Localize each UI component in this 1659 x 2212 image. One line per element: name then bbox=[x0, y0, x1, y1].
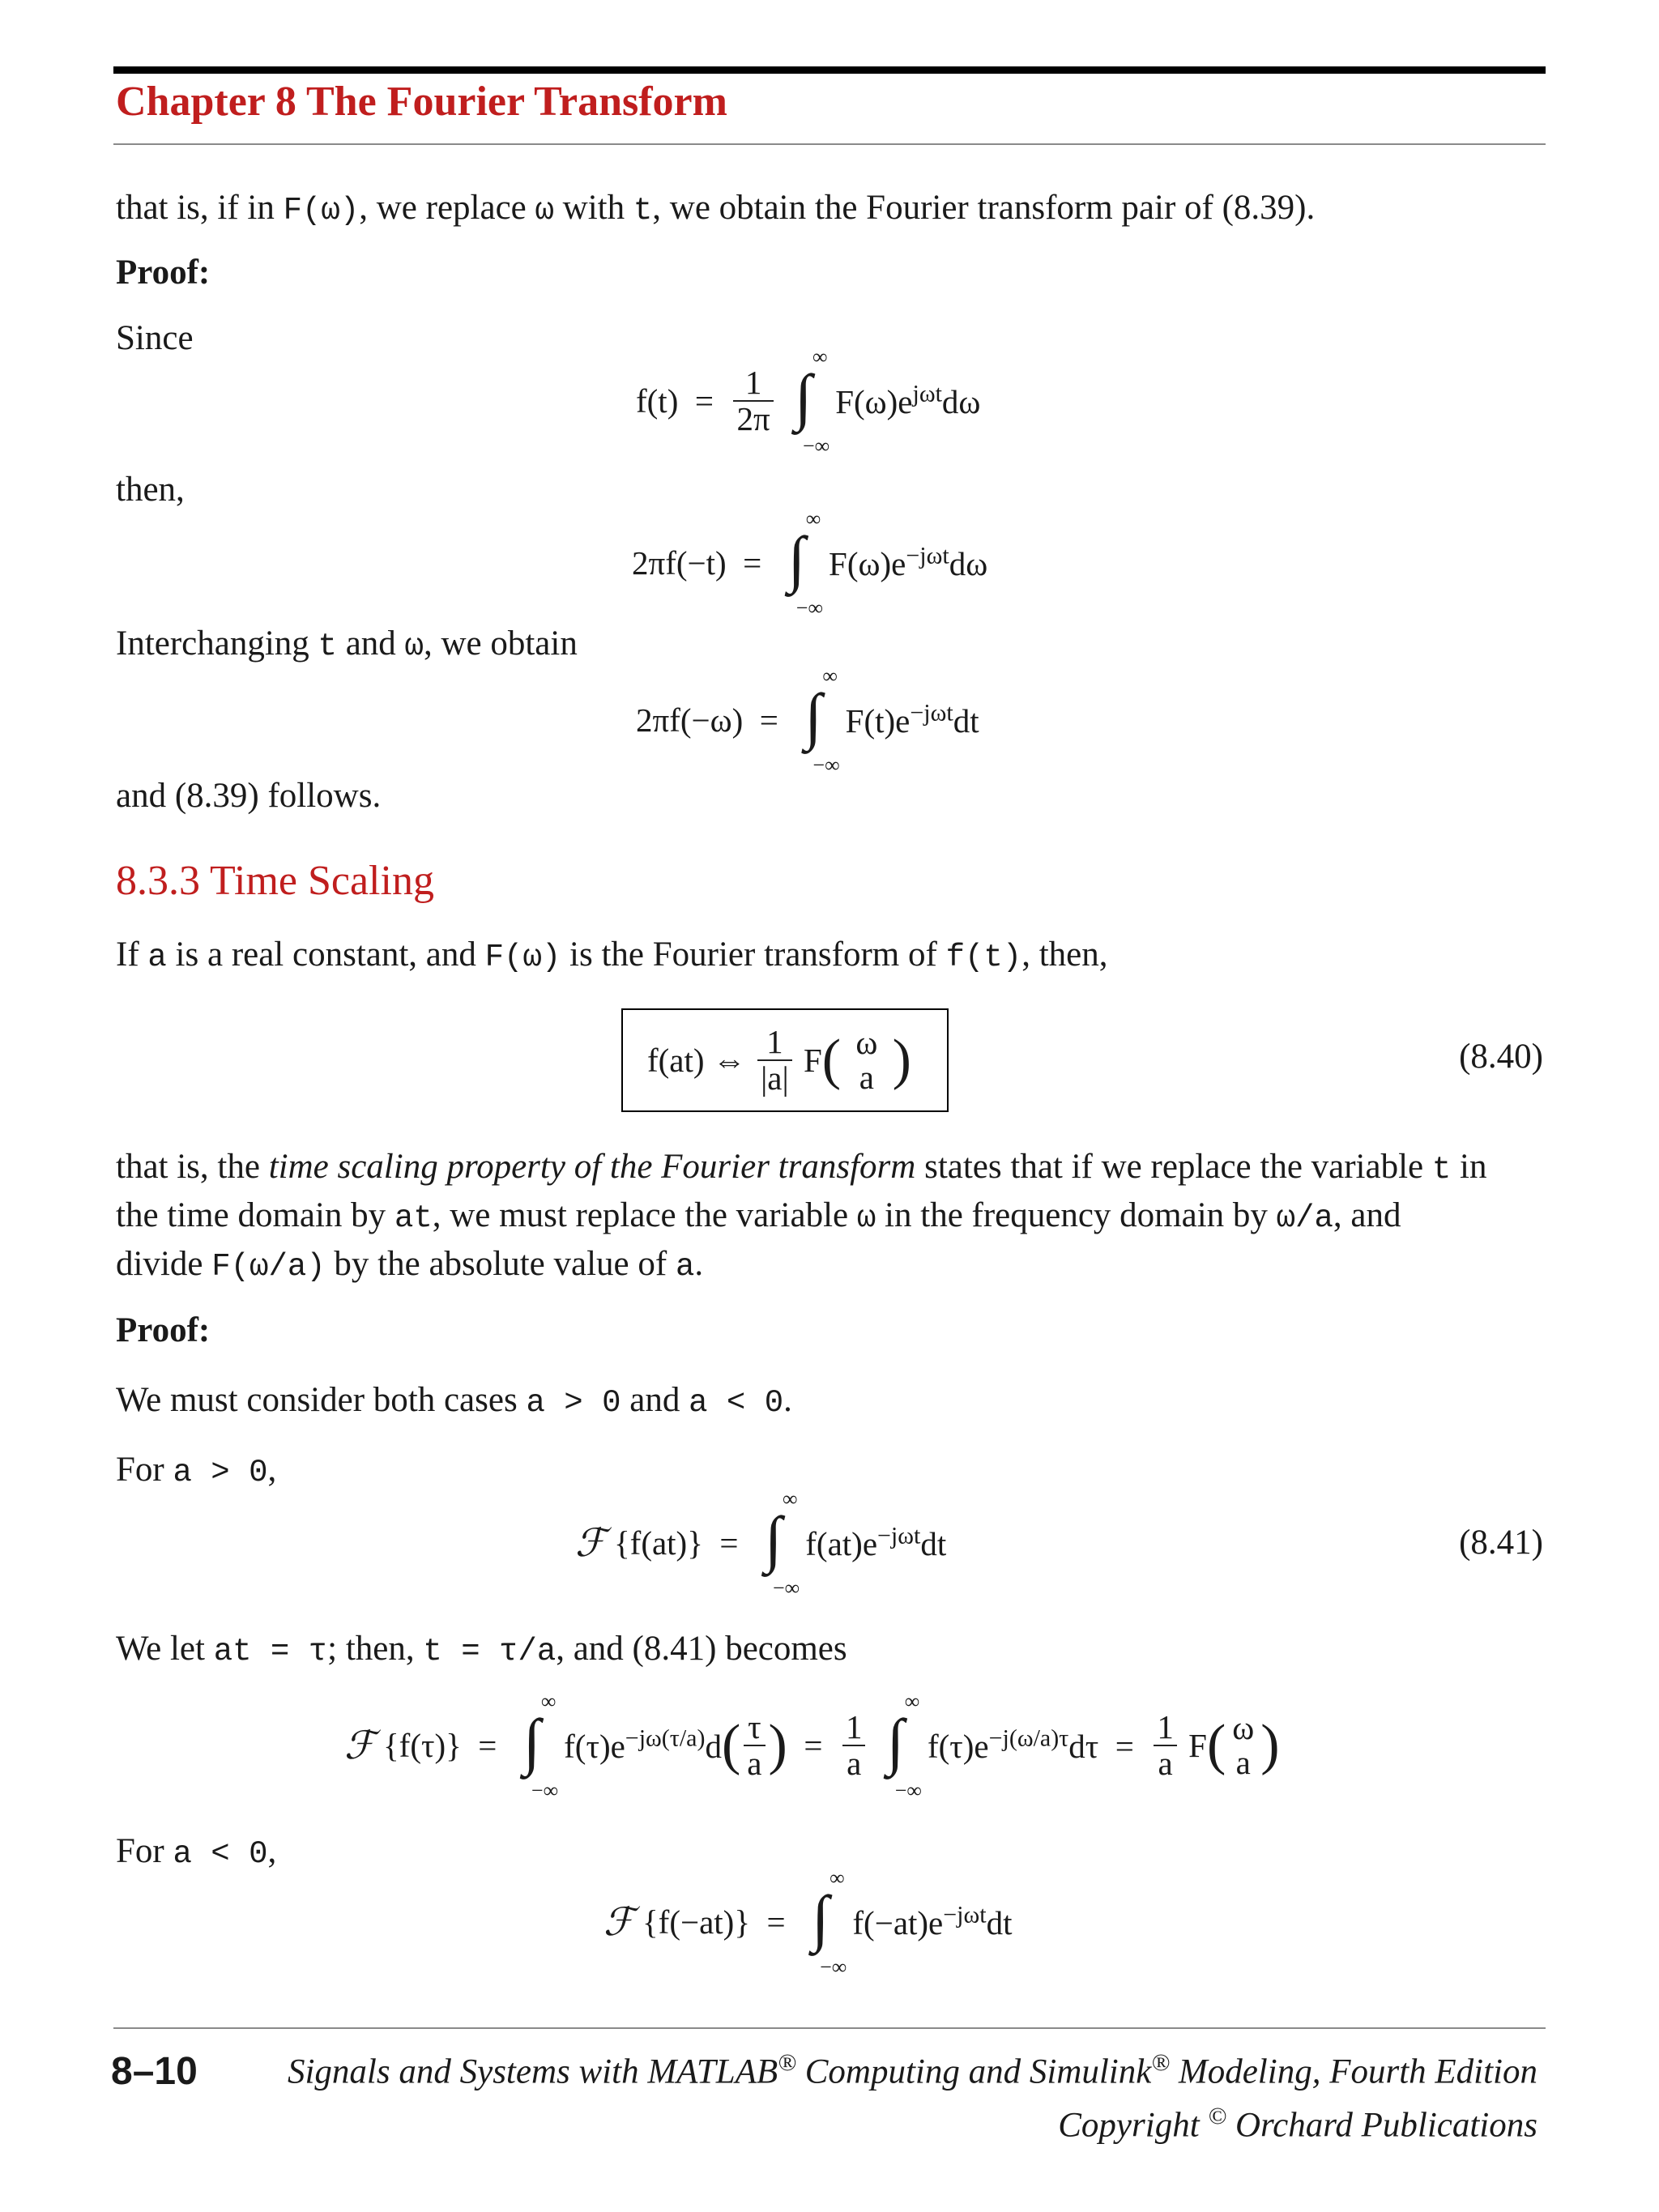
proof-heading-1: Proof: bbox=[116, 254, 211, 292]
explain-line-1: that is, the time scaling property of the Fourier transform states that if we replace the variable t in bbox=[116, 1148, 1487, 1187]
then-text: then, bbox=[116, 471, 185, 509]
time-scaling-intro: If a is a real constant, and F(ω) is the Fourier transform of f(t), then, bbox=[116, 936, 1108, 975]
for-positive-text: For a > 0, bbox=[116, 1451, 277, 1490]
interchanging-text: Interchanging t and ω, we obtain bbox=[116, 624, 578, 664]
equation-duality: 2πf(−ω) = ∫ ∞ −∞ $F(t)e^{-j\omega t}dt$ bbox=[636, 664, 979, 777]
for-negative-text: For a < 0, bbox=[116, 1832, 277, 1872]
explain-line-2: the time domain by at, we must replace the variable ω in the frequency domain by ω/a, and bbox=[116, 1196, 1401, 1236]
equation-8-41: ℱ {f(at)} = ∫ ∞ −∞ $f(at)e^{-j\omega t}dt$ bbox=[575, 1487, 947, 1600]
intro-paragraph: that is, if in F(ω), we replace ω with t, we obtain the Fourier transform pair of (8.39). bbox=[116, 189, 1316, 228]
equation-number-8-41: (8.41) bbox=[1459, 1524, 1543, 1562]
and-follows-text: and (8.39) follows. bbox=[116, 777, 382, 815]
equation-negative-a: ℱ {f(−at)} = ∫ ∞ −∞ $f(-at)e^{-j\omega t}dt$ bbox=[603, 1866, 1013, 1979]
since-text: Since bbox=[116, 319, 194, 357]
proof-heading-2: Proof: bbox=[116, 1311, 211, 1349]
equation-substitution: ℱ {f(τ)} = ∫ ∞ −∞ $f(\tau)e^{-j\omega(\tau/a)}d$( $\frac{\tau}{a}$ ) = $\frac{1}{a}$ ∫ ∞ −∞ $f(\tau)e^{-j(\omega/a)\tau}d\tau$ = $\frac{1}{a}$ F( ω a ) bbox=[344, 1690, 1280, 1802]
footer-divider bbox=[113, 2027, 1546, 2029]
equation-8-40-box: f(at) ⇔ $\frac{1}{|a|}$ F( ω a ) bbox=[621, 1008, 949, 1112]
equation-negative-t: 2πf(−t) = ∫ ∞ −∞ $F(\omega)e^{-j\omega t}d\omega$ bbox=[632, 507, 988, 620]
header-rule bbox=[113, 66, 1546, 74]
page-number: 8–10 bbox=[111, 2050, 198, 2093]
equation-inverse-transform: f(t) = $\frac{1}{2\pi}$ ∫ ∞ −∞ $F(\omega)e^{j\omega t}d\omega$ bbox=[636, 345, 981, 458]
both-cases-text: We must consider both cases a > 0 and a < 0. bbox=[116, 1381, 792, 1421]
explain-line-3: divide F(ω/a) by the absolute value of a. bbox=[116, 1245, 704, 1285]
chapter-title: Chapter 8 The Fourier Transform bbox=[116, 79, 727, 125]
header-divider bbox=[113, 143, 1546, 145]
book-title: Signals and Systems with MATLAB® Computing and Simulink® Modeling, Fourth Edition bbox=[287, 2049, 1537, 2091]
equation-number-8-40: (8.40) bbox=[1459, 1038, 1543, 1076]
copyright-line: Copyright © Orchard Publications bbox=[1058, 2103, 1537, 2145]
section-title: 8.3.3 Time Scaling bbox=[116, 858, 434, 904]
we-let-text: We let at = τ; then, t = τ/a, and (8.41) becomes bbox=[116, 1630, 847, 1669]
